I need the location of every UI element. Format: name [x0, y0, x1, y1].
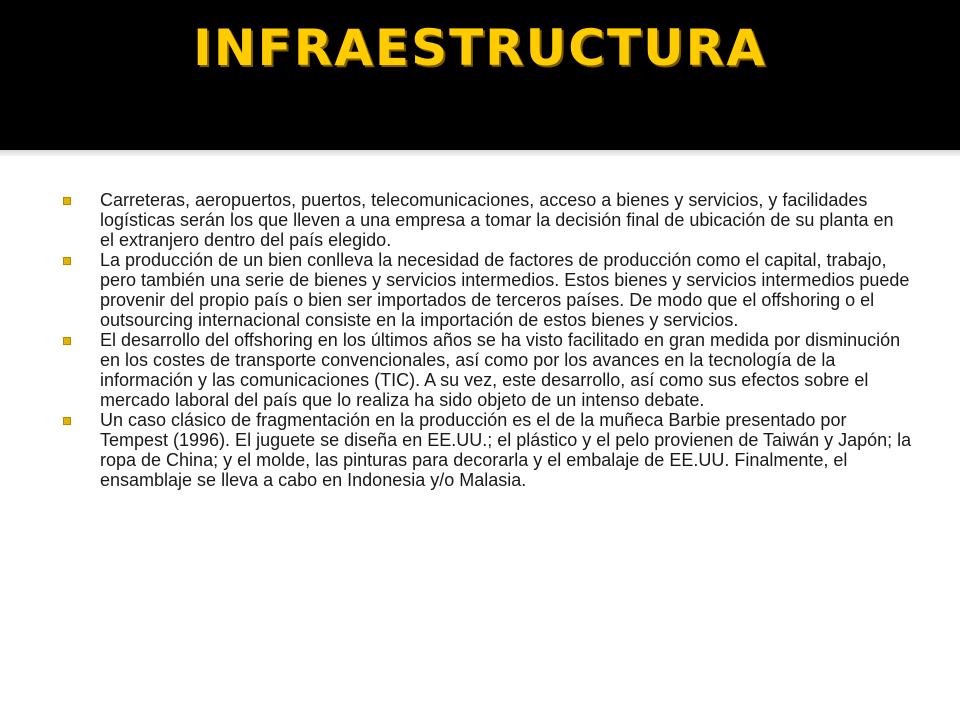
- list-item: [62, 190, 912, 250]
- header-divider: [0, 150, 960, 156]
- slide-title: INFRAESTRUCTURA: [193, 19, 767, 77]
- list-item: [62, 410, 912, 490]
- bullet-text: El desarrollo del offshoring en los últimos años se ha visto facilitado en gran medida por disminución en los costes de transporte convencionales, así como por los avances en la tecnología de la información y las comunicaciones (TIC). A su vez, este desarrollo, así como sus efectos sobre el mercado laboral del país que lo realiza ha sido objeto de un intenso debate.: [100, 330, 901, 410]
- bullet-text: Un caso clásico de fragmentación en la producción es el de la muñeca Barbie presentado por Tempest (1996). El juguete se diseña en EE.UU.; el plástico y el pelo provienen de Taiwán y Japón; la ropa de China; y el molde, las pinturas para decorarla y el embalaje de EE.UU. Finalmente, el ensamblaje se lleva a cabo en Indonesia y/o Malasia.: [100, 410, 912, 490]
- list-item: [62, 330, 912, 410]
- bullet-text: La producción de un bien conlleva la necesidad de factores de producción como el capital, trabajo, pero también una serie de bienes y servicios intermedios. Estos bienes y servicios intermedios puede provenir del propio país o bien ser importados de terceros países. De modo que el offshoring o el outsourcing internacional consiste en la importación de estos bienes y servicios.: [100, 250, 910, 330]
- square-bullet-icon: [63, 197, 71, 205]
- bullet-text: Carreteras, aeropuertos, puertos, telecomunicaciones, acceso a bienes y servicios, y facilidades logísticas serán los que lleven a una empresa a tomar la decisión final de ubicación de su planta en el extranjero dentro del país elegido.: [100, 190, 894, 250]
- bullet-list: [62, 190, 912, 490]
- list-item: [62, 250, 912, 330]
- square-bullet-icon: [63, 337, 71, 345]
- square-bullet-icon: [63, 257, 71, 265]
- square-bullet-icon: [63, 417, 71, 425]
